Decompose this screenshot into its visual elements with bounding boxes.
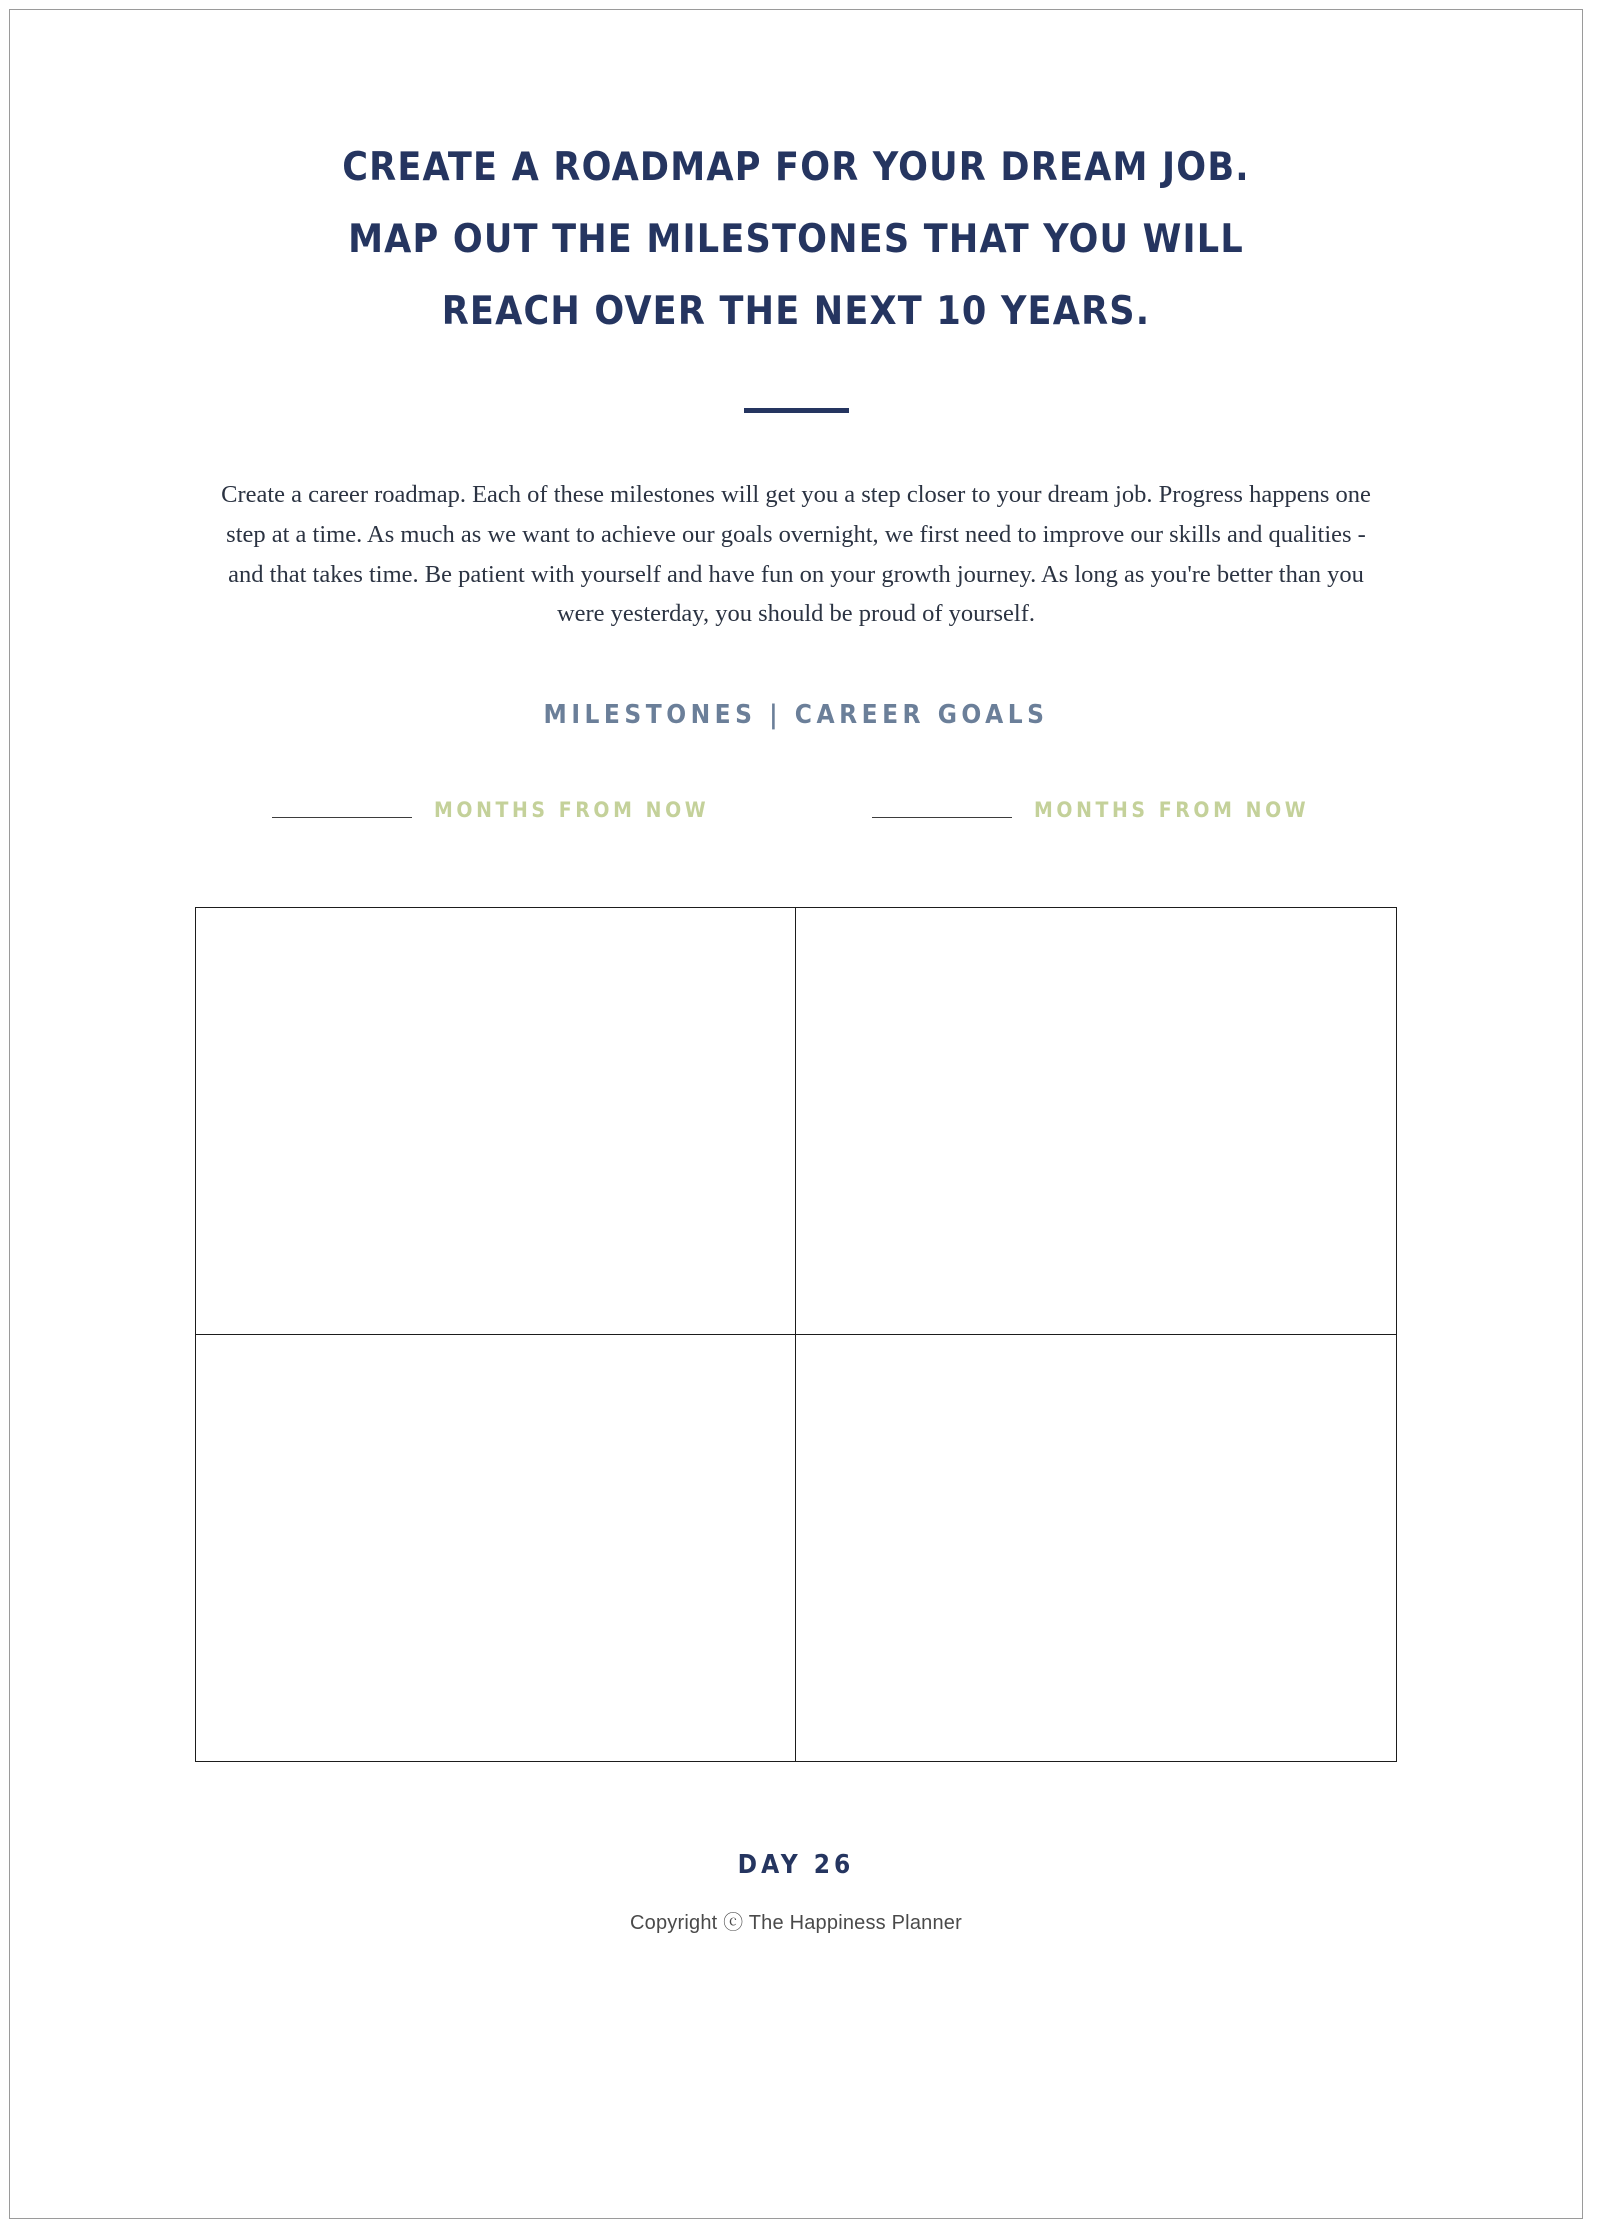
worksheet-content (10, 10, 1582, 2218)
months-label-right: MONTHS FROM NOW (1034, 798, 1310, 823)
column-labels-row (196, 798, 1396, 822)
copyright-text: Copyright ⓒ The Happiness Planner (630, 1912, 962, 1935)
intro-paragraph: Create a career roadmap. Each of these milestones will get you a step closer to your dream job. Progress happens one step at a time. As much as we want to achieve our goals overnight, we first need to improve our skills and qualities - and that takes time. Be patient with yourself and have fun on your growth journey. As long as you're better than you were yesterday, you should be proud of yourself. (221, 481, 1371, 628)
worksheet-sheet (9, 9, 1583, 2219)
months-label-left: MONTHS FROM NOW (434, 798, 710, 823)
milestone-cell-1[interactable] (196, 908, 796, 1335)
section-heading: MILESTONES | CAREER GOALS (543, 700, 1049, 731)
page-title-line-3: REACH OVER THE NEXT 10 YEARS. (441, 289, 1151, 335)
months-input-left[interactable] (272, 816, 412, 818)
milestone-cell-2[interactable] (796, 908, 1396, 1335)
milestone-cell-4[interactable] (796, 1335, 1396, 1762)
title-divider-wrap (180, 408, 1412, 413)
page-title-line-2: MAP OUT THE MILESTONES THAT YOU WILL (348, 217, 1244, 263)
column-label-left (196, 798, 796, 822)
months-input-right[interactable] (872, 816, 1012, 818)
page-title-line-1: CREATE A ROADMAP FOR YOUR DREAM JOB. (342, 145, 1250, 190)
milestone-cell-3[interactable] (196, 1335, 796, 1762)
column-label-right (796, 798, 1396, 822)
title-divider (744, 408, 849, 413)
day-label: DAY 26 (737, 1850, 855, 1881)
page-title (180, 132, 1412, 348)
milestones-grid (195, 907, 1397, 1762)
